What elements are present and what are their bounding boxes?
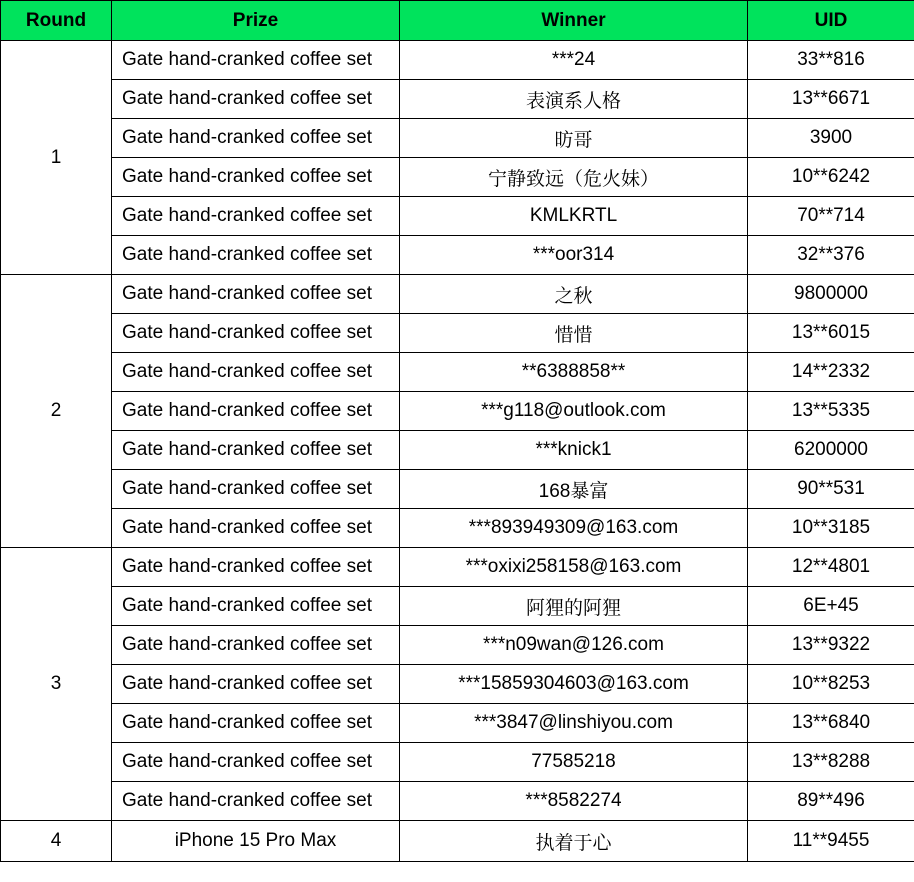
uid-cell: 33**816 [748,41,914,80]
uid-cell: 90**531 [748,470,914,509]
table-row [1,821,914,862]
winner-cell: 惜惜 [400,314,748,353]
uid-cell: 13**9322 [748,626,914,665]
winner-cell: ***n09wan@126.com [400,626,748,665]
winner-cell: ***g118@outlook.com [400,392,748,431]
winner-cell: **6388858** [400,353,748,392]
uid-cell: 13**6840 [748,704,914,743]
winner-cell: ***knick1 [400,431,748,470]
prize-cell: Gate hand-cranked coffee set [112,587,400,626]
uid-cell: 10**8253 [748,665,914,704]
table-row [1,353,914,392]
table-row [1,548,914,587]
winner-cell: KMLKRTL [400,197,748,236]
table-row [1,41,914,80]
table-row [1,665,914,704]
prize-cell: Gate hand-cranked coffee set [112,665,400,704]
prize-cell: Gate hand-cranked coffee set [112,41,400,80]
table-body [1,41,914,862]
prize-cell: Gate hand-cranked coffee set [112,197,400,236]
prize-cell: Gate hand-cranked coffee set [112,743,400,782]
uid-cell: 32**376 [748,236,914,275]
table-row [1,197,914,236]
uid-cell: 10**6242 [748,158,914,197]
table-row [1,314,914,353]
winner-cell: ***24 [400,41,748,80]
uid-cell: 6E+45 [748,587,914,626]
prize-cell: Gate hand-cranked coffee set [112,626,400,665]
table-row [1,236,914,275]
round-cell: 1 [1,41,112,275]
table-row [1,119,914,158]
prize-cell: Gate hand-cranked coffee set [112,431,400,470]
uid-cell: 89**496 [748,782,914,821]
uid-cell: 9800000 [748,275,914,314]
prize-cell: Gate hand-cranked coffee set [112,782,400,821]
table-row [1,509,914,548]
header-prize: Prize [112,1,400,41]
prize-cell: Gate hand-cranked coffee set [112,119,400,158]
winner-cell: 77585218 [400,743,748,782]
table-row [1,743,914,782]
round-cell: 3 [1,548,112,821]
header-row [1,1,914,41]
prize-cell: Gate hand-cranked coffee set [112,236,400,275]
round-cell: 2 [1,275,112,548]
winner-cell: 昉哥 [400,119,748,158]
prize-cell: Gate hand-cranked coffee set [112,392,400,431]
prize-cell: Gate hand-cranked coffee set [112,353,400,392]
uid-cell: 13**8288 [748,743,914,782]
prize-cell: Gate hand-cranked coffee set [112,158,400,197]
uid-cell: 10**3185 [748,509,914,548]
uid-cell: 13**6015 [748,314,914,353]
prize-cell: Gate hand-cranked coffee set [112,470,400,509]
table-row [1,431,914,470]
prize-cell: Gate hand-cranked coffee set [112,275,400,314]
header-uid: UID [748,1,914,41]
table-row [1,275,914,314]
uid-cell: 13**6671 [748,80,914,119]
winner-cell: 执着于心 [400,821,748,862]
table-row [1,587,914,626]
table-row [1,782,914,821]
uid-cell: 12**4801 [748,548,914,587]
winner-cell: ***oor314 [400,236,748,275]
winner-cell: 阿狸的阿狸 [400,587,748,626]
winner-cell: ***3847@linshiyou.com [400,704,748,743]
uid-cell: 11**9455 [748,821,914,862]
winner-cell: 168暴富 [400,470,748,509]
prize-cell: Gate hand-cranked coffee set [112,704,400,743]
uid-cell: 14**2332 [748,353,914,392]
winner-cell: ***8582274 [400,782,748,821]
prize-cell: Gate hand-cranked coffee set [112,548,400,587]
winner-cell: ***15859304603@163.com [400,665,748,704]
header-round: Round [1,1,112,41]
table-row [1,704,914,743]
uid-cell: 6200000 [748,431,914,470]
winner-cell: 表演系人格 [400,80,748,119]
round-cell: 4 [1,821,112,862]
prize-cell: Gate hand-cranked coffee set [112,314,400,353]
prize-cell: Gate hand-cranked coffee set [112,80,400,119]
header-winner: Winner [400,1,748,41]
winner-cell: 宁静致远（危火妹） [400,158,748,197]
uid-cell: 13**5335 [748,392,914,431]
uid-cell: 3900 [748,119,914,158]
winner-cell: ***893949309@163.com [400,509,748,548]
table-row [1,158,914,197]
table-row [1,626,914,665]
table-row [1,392,914,431]
prize-cell: iPhone 15 Pro Max [112,821,400,862]
winner-cell: 之秋 [400,275,748,314]
uid-cell: 70**714 [748,197,914,236]
table-row [1,470,914,509]
prize-cell: Gate hand-cranked coffee set [112,509,400,548]
table-row [1,80,914,119]
winner-cell: ***oxixi258158@163.com [400,548,748,587]
